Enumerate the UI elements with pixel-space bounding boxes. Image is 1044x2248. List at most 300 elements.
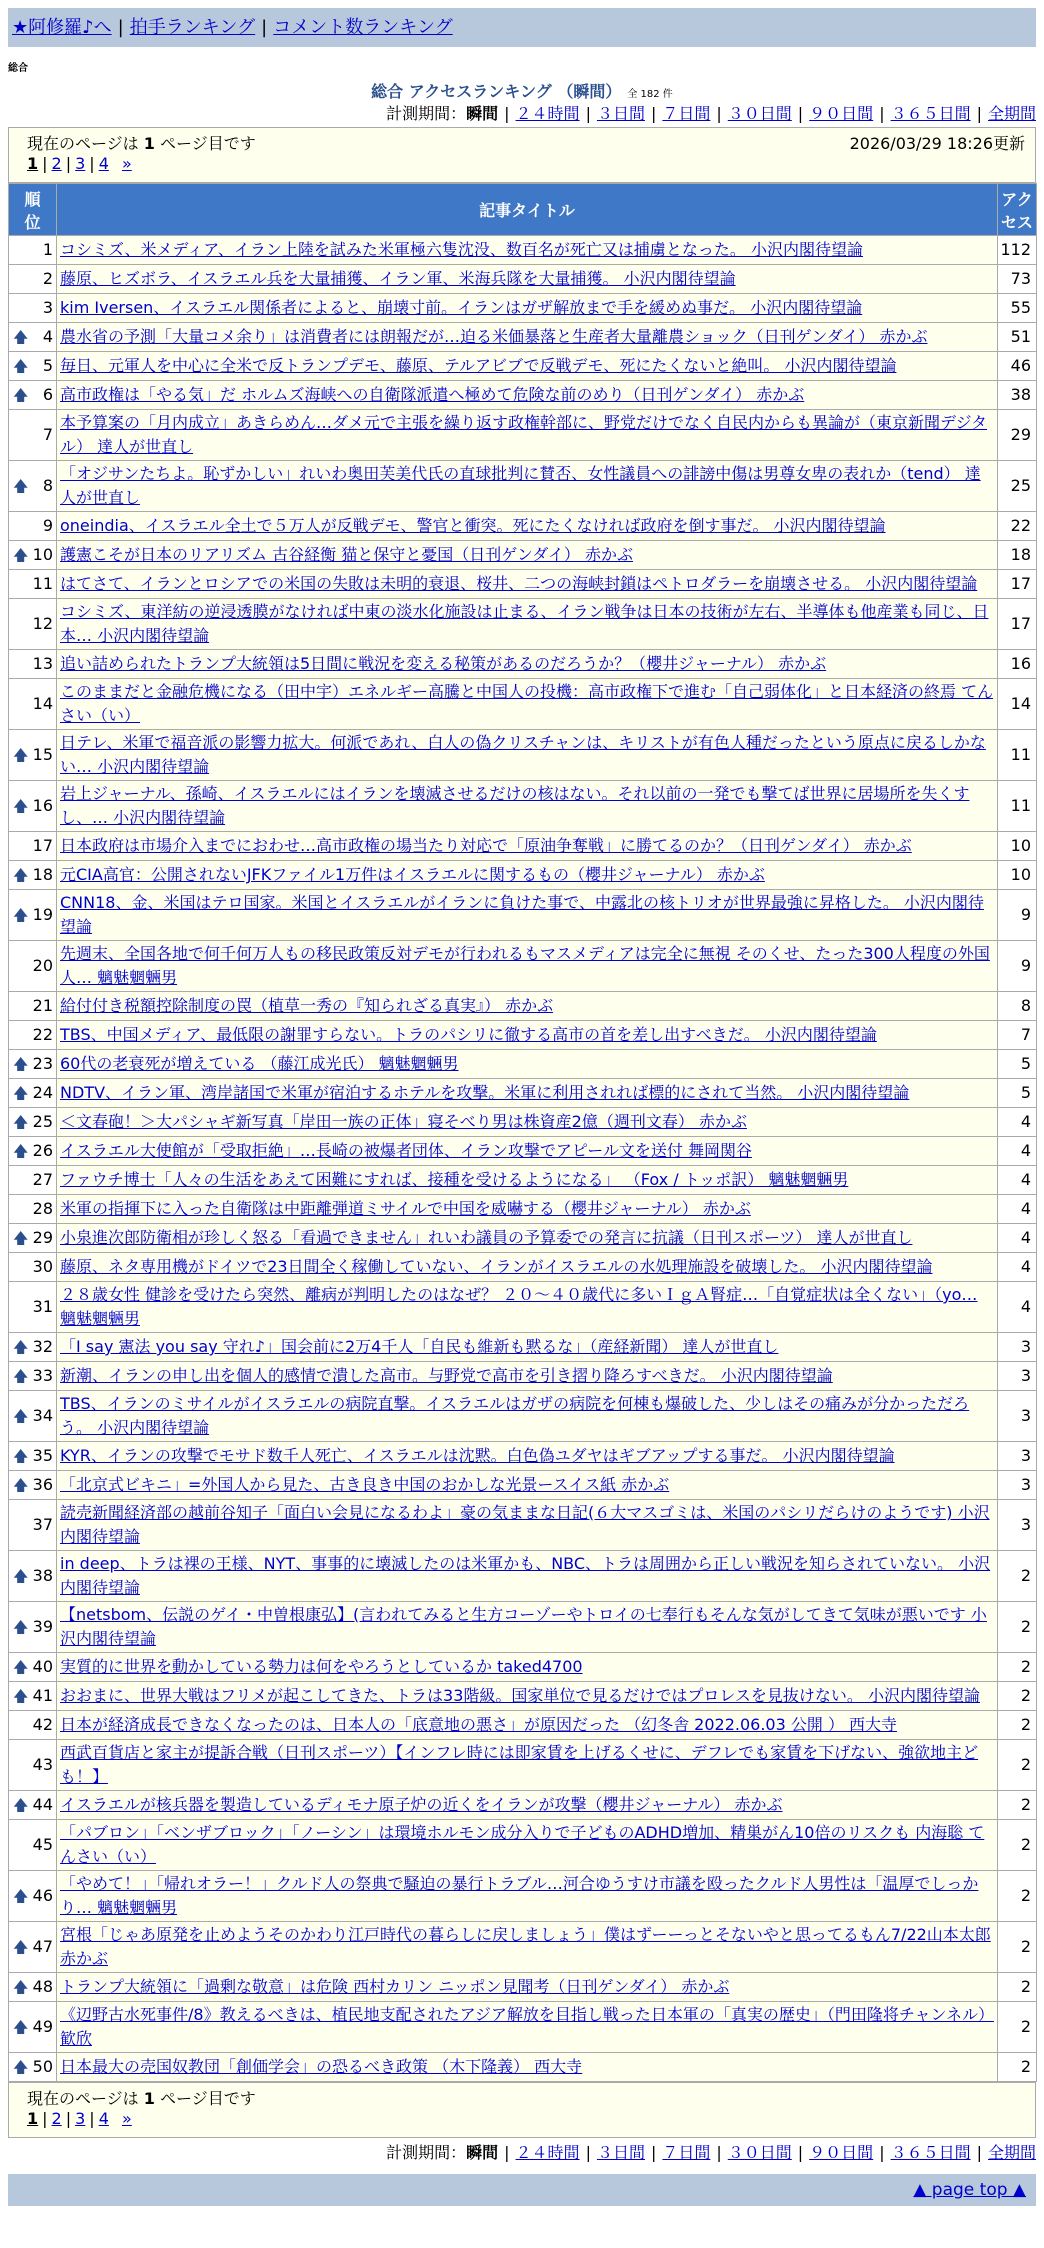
access-count: 2 [998,1653,1037,1682]
article-link[interactable]: 元CIA高官：公開されないJFKファイル1万件はイスラエルに関するもの（櫻井ジャーナル） 赤かぶ [60,865,765,884]
page-status-box [8,127,1036,183]
rank-cell [9,2053,57,2082]
title-cell [57,650,998,679]
rank-cell [9,1471,57,1500]
article-link[interactable]: 日本最大の売国奴教団「創価学会」の恐るべき政策 （木下隆義） 西大寺 [60,2057,583,2076]
article-link[interactable]: 高市政権は「やる気」だ ホルムズ海峡への自衛隊派遣へ極めて危険な前のめり（日刊ゲンダイ） 赤かぶ [60,385,805,404]
period-link-5[interactable]: ３６５日間 [890,104,971,123]
table-row [9,832,1037,861]
title-cell [57,599,998,650]
rank-up-arrow-icon: 🡅 [13,1142,29,1160]
article-link[interactable]: 農水省の予測「大量コメ余り」は消費者には朗報だが…迫る米価暴落と生産者大量離農ショック（日刊ゲンダイ） 赤かぶ [60,327,928,346]
title-cell [57,1740,998,1791]
title-cell [57,832,998,861]
rank-number: 47 [32,1937,53,1956]
rank-up-arrow-icon: 🡅 [13,386,29,404]
page-separator: | [42,154,48,173]
article-link[interactable]: 【netsbom、伝説のゲイ・中曽根康弘】(言われてみると生方コーゾーやトロイの七奉行もそんな気がしてきて気味が悪いです 小沢内閣待望論 [60,1605,987,1648]
rank-number: 18 [32,865,53,884]
page-current: 1 [27,154,39,173]
rank-number: 22 [32,1025,53,1044]
rank-number: 31 [32,1297,53,1316]
table-row [9,1973,1037,2002]
period-link-2[interactable]: ７日間 [662,2143,711,2162]
article-link[interactable]: 米軍の指揮下に入った自衛隊は中距離弾道ミサイルで中国を威嚇する（櫻井ジャーナル） 赤かぶ [60,1199,751,1218]
page-separator [113,2109,118,2128]
rank-cell [9,941,57,992]
article-link[interactable]: 60代の老衰死が増えている （藤江成光氏） 魑魅魍魎男 [60,1054,459,1073]
table-row [9,992,1037,1021]
table-row [9,1253,1037,1282]
table-row [9,1442,1037,1471]
applause-ranking-link[interactable]: 拍手ランキング [129,17,256,38]
rank-number: 15 [32,745,53,764]
article-link[interactable]: kim Iversen、イスラエル関係者によると、崩壊寸前。イランはガザ解放まで手を緩めぬ事だ。 小沢内閣待望論 [60,298,863,317]
article-link[interactable]: CNN18、金、米国はテロ国家。米国とイスラエルがイランに負けた事で、中露北の核トリオが世界最強に昇格した。 小沢内閣待望論 [60,893,984,936]
rank-cell [9,679,57,730]
access-count: 2 [998,1871,1037,1922]
access-count: 16 [998,650,1037,679]
page-separator: | [65,2109,72,2128]
article-link[interactable]: 西武百貨店と家主が提訴合戦（日刊スポーツ）【インフレ時には即家賃を上げるくせに、デフレでも家賃を下げない、強欲地主ども！】 [60,1743,979,1786]
access-count: 18 [998,541,1037,570]
rank-number: 14 [32,694,53,713]
rank-cell [9,1362,57,1391]
page-next-link[interactable]: » [121,2109,132,2128]
rank-up-arrow-icon: 🡅 [13,1229,29,1247]
rank-cell [9,599,57,650]
title-cell [57,730,998,781]
title-cell [57,512,998,541]
rank-number: 17 [32,836,53,855]
rank-number: 37 [32,1515,53,1534]
rank-cell [9,1973,57,2002]
rank-number: 44 [32,1795,53,1814]
rank-up-arrow-icon: 🡅 [13,1978,29,1996]
article-link[interactable]: in deep、トラは裸の王様、NYT、事事的に壊滅したのは米軍かも、NBC、トラは周囲から正しい戦況を知らされていない。 小沢内閣待望論 [60,1554,991,1597]
rank-number: 21 [32,996,53,1015]
page-top-link[interactable]: ▲ page top ▲ [913,2180,1026,2200]
access-count: 3 [998,1500,1037,1551]
title-cell [57,992,998,1021]
rank-up-arrow-icon: 🡅 [13,1567,29,1585]
article-link[interactable]: NDTV、イラン軍、湾岸諸国で米軍が宿泊するホテルを攻撃。米軍に利用されれば標的にされて当然。 小沢内閣待望論 [60,1083,910,1102]
title-cell [57,1021,998,1050]
period-link-0[interactable]: ２４時間 [515,2143,580,2162]
table-row [9,1820,1037,1871]
rank-number: 7 [42,425,53,444]
rank-up-arrow-icon: 🡅 [13,1055,29,1073]
rank-cell [9,1224,57,1253]
rank-up-arrow-icon: 🡅 [13,1796,29,1814]
period-link-6[interactable]: 全期間 [987,2143,1036,2162]
page-status-box-bottom [8,2082,1036,2138]
rank-number: 8 [42,476,53,495]
period-label: 計測期間： [386,104,467,123]
title-cell [57,570,998,599]
page-status-row-bottom [9,2083,1035,2109]
rank-cell [9,1050,57,1079]
rank-cell [9,1137,57,1166]
access-count: 4 [998,1224,1037,1253]
table-row [9,1224,1037,1253]
article-link[interactable]: 藤原、ヒズボラ、イスラエル兵を大量捕獲、イラン軍、米海兵隊を大量捕獲。 小沢内閣待望論 [60,269,736,288]
table-row [9,236,1037,265]
rank-cell [9,1791,57,1820]
access-count: 4 [998,1108,1037,1137]
rank-number: 27 [32,1170,53,1189]
rank-number: 13 [32,654,53,673]
article-link[interactable]: おおまに、世界大戦はフリメが起こしてきた、トラは33階級。国家単位で見るだけではプロレスを見抜けない。 小沢内閣待望論 [60,1686,981,1705]
article-link[interactable]: 給付付き税額控除制度の罠（植草一秀の『知られざる真実』） 赤かぶ [60,996,554,1015]
access-count: 14 [998,679,1037,730]
period-separator: | [716,2143,722,2162]
table-row [9,1711,1037,1740]
rank-number: 50 [32,2057,53,2076]
rank-number: 11 [32,574,53,593]
article-link[interactable]: 小泉進次郎防衛相が珍しく怒る「看過できません」れいわ議員の予算委での発言に抗議（日刊スポーツ） 達人が世直し [60,1228,913,1247]
title-cell [57,1922,998,1973]
article-link[interactable]: TBS、イランのミサイルがイスラエルの病院直撃。イスラエルはガザの病院を何棟も爆破した、少しはその痛みが分かっただろう。 小沢内閣待望論 [60,1394,970,1437]
period-selector-bottom [0,2140,1044,2166]
rank-up-arrow-icon: 🡅 [13,1618,29,1636]
rank-cell [9,1282,57,1333]
rank-number: 2 [42,269,53,288]
rank-number: 25 [32,1112,53,1131]
rank-number: 38 [32,1566,53,1585]
article-link[interactable]: 宮根「じゃあ原発を止めようそのかわり江戸時代の暮らしに戻しましょう」僕はずーーっとそないやと思ってるもん7/22山本太郎 赤かぶ [60,1925,991,1968]
rank-number: 10 [32,545,53,564]
access-count: 2 [998,2002,1037,2053]
article-link[interactable]: TBS、中国メディア、最低限の謝罪すらない。トラのパシリに徹する高市の首を差し出すべきだ。 小沢内閣待望論 [60,1025,877,1044]
title-cell [57,1253,998,1282]
period-link-3[interactable]: ３０日間 [727,104,792,123]
table-row [9,352,1037,381]
article-link[interactable]: はてさて、イランとロシアでの米国の失敗は未明的衰退、桜井、二つの海峡封鎖はペトロダラーを崩壊させる。 小沢内閣待望論 [60,574,978,593]
rank-up-arrow-icon: 🡅 [13,328,29,346]
rank-cell [9,410,57,461]
title-cell [57,1682,998,1711]
access-count: 9 [998,941,1037,992]
table-row [9,381,1037,410]
page-link-2[interactable]: 2 [51,154,62,173]
rank-up-arrow-icon: 🡅 [13,1113,29,1131]
title-cell [57,381,998,410]
rank-cell [9,1391,57,1442]
article-link[interactable]: KYR、イランの攻撃でモサド数千人死亡、イスラエルは沈黙。白色偽ユダヤはギブアップする事だ。 小沢内閣待望論 [60,1446,895,1465]
table-row [9,1362,1037,1391]
period-link-4[interactable]: ９０日間 [809,104,874,123]
page-status-row [9,128,1035,154]
page-separator [113,154,118,173]
access-count: 38 [998,381,1037,410]
article-link[interactable]: 先週末、全国各地で何千何万人もの移民政策反対デモが行われるもマスメディアは完全に無視 そのくせ、たった300人程度の外国人… 魑魅魍魎男 [60,944,990,987]
rank-number: 12 [32,614,53,633]
access-count: 3 [998,1333,1037,1362]
article-link[interactable]: oneindia、イスラエル全土で５万人が反戦デモ、警官と衝突。死にたくなければ政府を倒す事だ。 小沢内閣待望論 [60,516,886,535]
article-link[interactable]: 岩上ジャーナル、孫崎、イスラエルにはイランを壊滅させるだけの核はない。それ以前の一発でも撃てば世界に居場所を失くすし、… 小沢内閣待望論 [60,784,970,827]
article-link[interactable]: 「I say 憲法 you say 守れ♪」国会前に2万4千人「自民も維新も黙るな」（産経新聞） 達人が世直し [60,1337,779,1356]
title-cell [57,1442,998,1471]
rank-up-arrow-icon: 🡅 [13,546,29,564]
page-link-4[interactable]: 4 [98,2109,109,2128]
access-count: 3 [998,1442,1037,1471]
period-link-4[interactable]: ９０日間 [809,2143,874,2162]
rank-number: 33 [32,1366,53,1385]
rank-cell [9,1871,57,1922]
access-count: 25 [998,461,1037,512]
table-row [9,265,1037,294]
title-cell [57,1500,998,1551]
article-link[interactable]: コシミズ、米メディア、イラン上陸を試みた米軍極六隻沈没、数百名が死亡又は捕虜となった。 小沢内閣待望論 [60,240,864,259]
rank-cell [9,1740,57,1791]
access-count: 55 [998,294,1037,323]
rank-number: 19 [32,905,53,924]
article-link[interactable]: ＜文春砲！＞大パシャギ新写真「岸田一族の正体」寝そべり男は株資産2億（週刊文春） 赤かぶ [60,1112,747,1131]
rank-cell [9,570,57,599]
title-cell [57,941,998,992]
article-link[interactable]: イスラエル大使館が「受取拒絶」…長崎の被爆者団体、イラン攻撃でアピール文を送付 舞岡関谷 [60,1141,752,1160]
title-cell [57,1079,998,1108]
article-link[interactable]: 《辺野古水死事件/8》教えるべきは、植民地支配されたアジア解放を目指し戦った日本軍の「真実の歴史」（門田隆将チャンネル） 歓欣 [60,2005,994,2048]
title-cell [57,410,998,461]
table-row [9,1602,1037,1653]
rank-cell [9,1166,57,1195]
current-page-text: 現在のページは 1 ページ目です [27,134,256,153]
period-label: 計測期間： [386,2143,467,2162]
period-link-1[interactable]: ３日間 [596,104,645,123]
rank-number: 45 [32,1835,53,1854]
access-count: 10 [998,861,1037,890]
article-link[interactable]: コシミズ、東洋紡の逆浸透膜がなければ中東の淡水化施設は止まる、イラン戦争は日本の技術が左右、半導体も他産業も同じ、日本… 小沢内閣待望論 [60,602,989,645]
rank-number: 20 [32,956,53,975]
table-row [9,1653,1037,1682]
rank-number: 23 [32,1054,53,1073]
page-next-link[interactable]: » [121,154,132,173]
page-separator: | [89,154,95,173]
article-link[interactable]: トランプ大統領に「過剰な敬意」は危険 西村カリン ニッポン見聞考（日刊ゲンダイ） 赤かぶ [60,1977,730,1996]
rank-number: 36 [32,1475,53,1494]
rank-cell [9,730,57,781]
article-link[interactable]: イスラエルが核兵器を製造しているディモナ原子炉の近くをイランが攻撃（櫻井ジャーナル） 赤かぶ [60,1795,783,1814]
page-link-3[interactable]: 3 [75,2109,86,2128]
page-link-2[interactable]: 2 [51,2109,62,2128]
rank-number: 49 [32,2017,53,2036]
period-separator: | [504,104,510,123]
period-separator: | [976,104,982,123]
comment-ranking-link[interactable]: コメント数ランキング [273,17,453,38]
page-link-3[interactable]: 3 [75,154,86,173]
title-cell [57,1871,998,1922]
access-count: 2 [998,1551,1037,1602]
period-link-5[interactable]: ３６５日間 [890,2143,971,2162]
title-cell [57,294,998,323]
rank-up-arrow-icon: 🡅 [13,1687,29,1705]
access-count: 4 [998,1195,1037,1224]
rank-up-arrow-icon: 🡅 [13,2018,29,2036]
pagination-top [9,154,1035,182]
table-row [9,861,1037,890]
rank-cell [9,992,57,1021]
article-link[interactable]: このままだと金融危機になる（田中宇）エネルギー高騰と中国人の投機：高市政権下で進む「自己弱体化」と日本経済の終焉 てんさい（い） [60,682,994,725]
page-title-text: 総合 アクセスランキング （瞬間） [371,82,622,101]
rank-cell [9,1079,57,1108]
rank-cell [9,1820,57,1871]
article-link[interactable]: 藤原、ネタ専用機がドイツで23日間全く稼働していない、イランがイスラエルの水処理施設を破壊した。 小沢内閣待望論 [60,1257,933,1276]
table-row [9,1391,1037,1442]
rank-up-arrow-icon: 🡅 [13,1476,29,1494]
title-cell [57,1195,998,1224]
title-cell [57,265,998,294]
rank-number: 16 [32,796,53,815]
access-count: 22 [998,512,1037,541]
article-link[interactable]: 「パブロン」「ベンザブロック」「ノーシン」は環境ホルモン成分入りで子どものADHD増加、精巣がん10倍のリスクも 内海聡 てんさい（い） [60,1823,985,1866]
access-count: 112 [998,236,1037,265]
rank-up-arrow-icon: 🡅 [13,1887,29,1905]
rank-up-arrow-icon: 🡅 [13,1338,29,1356]
title-cell [57,890,998,941]
access-count: 7 [998,1021,1037,1050]
table-row [9,1682,1037,1711]
table-row [9,941,1037,992]
article-link[interactable]: ２８歳女性 健診を受けたら突然、離病が判明したのはなぜ？ ２０～４０歳代に多いＩｇＡ腎症…「自覚症状は全くない」（yo… 魑魅魍魎男 [60,1285,978,1328]
table-row [9,1922,1037,1973]
site-label: 総合 [8,63,28,74]
table-row [9,2053,1037,2082]
rank-cell [9,1442,57,1471]
access-count: 4 [998,1253,1037,1282]
rank-cell [9,294,57,323]
home-link[interactable]: ★阿修羅♪へ [12,17,112,38]
table-header-row [9,184,1037,236]
access-count: 11 [998,730,1037,781]
rank-cell [9,1922,57,1973]
access-count: 4 [998,1166,1037,1195]
nav-separator: | [117,17,124,38]
rank-cell [9,1253,57,1282]
title-cell [57,1471,998,1500]
page-current: 1 [27,2109,39,2128]
access-count: 3 [998,1471,1037,1500]
title-cell [57,1333,998,1362]
period-separator: | [879,2143,885,2162]
page-separator: | [65,154,72,173]
rank-cell [9,381,57,410]
article-link[interactable]: 「北京式ビキニ」=外国人から見た、古き良き中国のおかしな光景ースイス紙 赤かぶ [60,1475,670,1494]
table-row [9,294,1037,323]
table-row [9,890,1037,941]
rank-cell [9,541,57,570]
rank-number: 6 [42,385,53,404]
table-row [9,1791,1037,1820]
period-link-3[interactable]: ３０日間 [727,2143,792,2162]
article-link[interactable]: 実質的に世界を動かしている勢力は何をやろうとしているか taked4700 [60,1657,583,1676]
rank-cell [9,1602,57,1653]
page-link-4[interactable]: 4 [98,154,109,173]
rank-number: 46 [32,1886,53,1905]
period-link-2[interactable]: ７日間 [662,104,711,123]
period-separator: | [716,104,722,123]
table-row [9,323,1037,352]
article-link[interactable]: 新潮、イランの申し出を個人的感情で潰した高市。与野党で高市を引き摺り降ろすべきだ。 小沢内閣待望論 [60,1366,833,1385]
article-link[interactable]: 本予算案の「月内成立」あきらめん…ダメ元で主張を繰り返す政権幹部に、野党だけでなく自民内からも異論が（東京新聞デジタル） 達人が世直し [60,413,988,456]
title-cell [57,679,998,730]
access-count: 2 [998,1602,1037,1653]
rank-cell [9,650,57,679]
period-link-6[interactable]: 全期間 [987,104,1036,123]
article-link[interactable]: 日本が経済成長できなくなったのは、日本人の「底意地の悪さ」が原因だった （幻冬舎 2022.06.03 公開 ） 西大寺 [60,1715,898,1734]
article-link[interactable]: 「オジサンたちよ。恥ずかしい」れいわ奥田芙美代氏の直球批判に賛否、女性議員への誹謗中傷は男尊女卑の表れか（tend） 達人が世直し [60,464,981,507]
access-count: 4 [998,1282,1037,1333]
bottom-bar [8,2174,1036,2206]
table-row [9,679,1037,730]
access-count: 17 [998,570,1037,599]
article-link[interactable]: 日テレ、米軍で福音派の影響力拡大。何派であれ、白人の偽クリスチャンは、キリストが有色人種だったという原点に戻るしかない… 小沢内閣待望論 [60,733,986,776]
rank-number: 48 [32,1977,53,1996]
period-current: 瞬間 [466,2143,499,2162]
title-cell [57,1282,998,1333]
period-link-0[interactable]: ２４時間 [515,104,580,123]
rank-column-header: 順 位 [9,184,57,236]
title-cell [57,2002,998,2053]
ranking-table [8,183,1037,2082]
table-row [9,1050,1037,1079]
access-count: 2 [998,1973,1037,2002]
period-separator: | [504,2143,510,2162]
rank-number: 40 [32,1657,53,1676]
table-row [9,1108,1037,1137]
updated-timestamp: 2026/03/29 18:26更新 [849,134,1025,153]
rank-up-arrow-icon: 🡅 [13,1084,29,1102]
rank-up-arrow-icon: 🡅 [13,866,29,884]
rank-number: 32 [32,1337,53,1356]
period-separator: | [585,2143,591,2162]
rank-number: 41 [32,1686,53,1705]
rank-up-arrow-icon: 🡅 [13,1938,29,1956]
title-cell [57,1224,998,1253]
article-link[interactable]: 読売新聞経済部の越前谷知子「面白い会見になるわよ」豪の気ままな日記(６大マスゴミは、米国のパシリだらけのようです) 小沢内閣待望論 [60,1503,990,1546]
rank-up-arrow-icon: 🡅 [13,1407,29,1425]
access-count: 2 [998,1711,1037,1740]
article-link[interactable]: 護憲こそが日本のリアリズム 古谷経衡 猫と保守と憂国（日刊ゲンダイ） 赤かぶ [60,545,634,564]
period-separator: | [797,2143,804,2162]
article-link[interactable]: ファウチ博士「人々の生活をあえて困難にすれば、接種を受けるようになる」 （Fox / トッポ訳） 魑魅魍魎男 [60,1170,849,1189]
rank-up-arrow-icon: 🡅 [13,797,29,815]
access-count: 2 [998,1922,1037,1973]
title-cell [57,236,998,265]
title-column-header: 記事タイトル [57,184,998,236]
rank-up-arrow-icon: 🡅 [13,906,29,924]
table-row [9,781,1037,832]
period-link-1[interactable]: ３日間 [596,2143,645,2162]
rank-cell [9,861,57,890]
article-link[interactable]: 「やめて！」「帰れオラー！」クルド人の祭典で騒迫の暴行トラブル…河合ゆうすけ市議を殴ったクルド人男性は「温厚でしっかり… 魑魅魍魎男 [60,1874,979,1917]
access-count: 3 [998,1362,1037,1391]
article-link[interactable]: 毎日、元軍人を中心に全米で反トランプデモ、藤原、テルアビブで反戦デモ、死にたくないと絶叫。 小沢内閣待望論 [60,356,897,375]
nav-separator: | [261,17,268,38]
title-cell [57,1653,998,1682]
table-row [9,1079,1037,1108]
table-row [9,1282,1037,1333]
title-cell [57,1137,998,1166]
rank-cell [9,1682,57,1711]
table-row [9,1551,1037,1602]
article-link[interactable]: 追い詰められたトランプ大統領は5日間に戦況を変える秘策があるのだろうか？（櫻井ジャーナル） 赤かぶ [60,654,827,673]
rank-cell [9,1021,57,1050]
article-link[interactable]: 日本政府は市場介入までにおわせ…高市政権の場当たり対応で「原油争奪戦」に勝てるのか？（日刊ゲンダイ） 赤かぶ [60,836,912,855]
rank-number: 34 [32,1406,53,1425]
title-cell [57,781,998,832]
